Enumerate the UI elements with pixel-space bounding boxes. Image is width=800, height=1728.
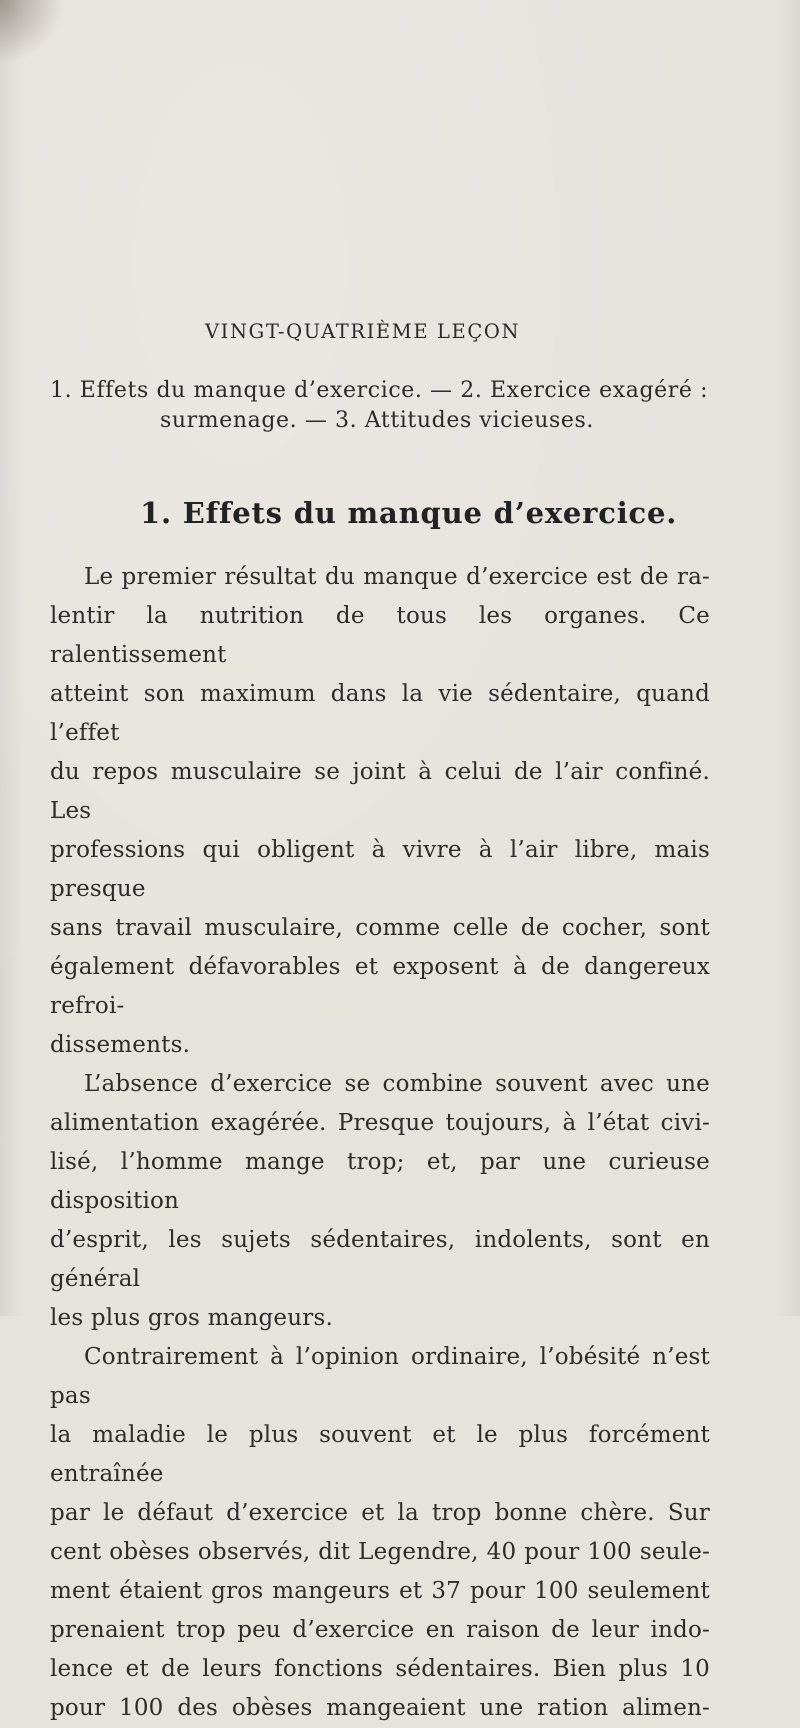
body-line: lisé, l’homme mange trop; et, par une curieuse disposition: [50, 1149, 710, 1214]
body-line: d’esprit, les sujets sédentaires, indolents, sont en général: [50, 1227, 710, 1292]
body-line: professions qui obligent à vivre à l’air libre, mais presque: [50, 837, 710, 902]
body-line: sans travail musculaire, comme celle de cocher, sont: [50, 915, 710, 941]
body-text: [50, 558, 710, 1728]
body-line: prenaient trop peu d’exercice en raison de leur indo-: [50, 1617, 710, 1643]
body-line: alimentation exagérée. Presque toujours, à l’état civi-: [50, 1110, 710, 1136]
body-line: du repos musculaire se joint à celui de l’air confiné. Les: [50, 759, 710, 824]
chapter-title: VINGT-QUATRIÈME LEÇON: [205, 320, 521, 343]
body-line: dissements.: [50, 1032, 191, 1058]
body-line: les plus gros mangeurs.: [50, 1305, 333, 1331]
body-line: lentir la nutrition de tous les organes. Ce ralentissement: [50, 603, 710, 668]
lesson-summary: [50, 376, 770, 436]
body-line: lence et de leurs fonctions sédentaires. Bien plus 10: [50, 1656, 710, 1682]
page-corner-shadow: [0, 0, 70, 70]
section-heading: 1. Effets du manque d’exercice.: [140, 496, 678, 530]
body-line: Le premier résultat du manque d’exercice est de ra-: [84, 564, 710, 590]
body-line: Contrairement à l’opinion ordinaire, l’obésité n’est pas: [50, 1344, 710, 1409]
body-line: pour 100 des obèses mangeaient une ration alimen-: [50, 1695, 710, 1721]
body-line: par le défaut d’exercice et la trop bonne chère. Sur: [50, 1500, 710, 1526]
body-line: la maladie le plus souvent et le plus forcément entraînée: [50, 1422, 710, 1487]
body-line: ment étaient gros mangeurs et 37 pour 100 seulement: [50, 1578, 710, 1604]
body-line: cent obèses observés, dit Legendre, 40 pour 100 seule-: [50, 1539, 710, 1565]
body-line: atteint son maximum dans la vie sédentaire, quand l’effet: [50, 681, 710, 746]
body-line: également défavorables et exposent à de dangereux refroi-: [50, 954, 710, 1019]
summary-line-2: surmenage. — 3. Attitudes vicieuses.: [160, 408, 595, 433]
body-line: L’absence d’exercice se combine souvent avec une: [84, 1071, 710, 1097]
summary-line-1: 1. Effets du manque d’exercice. — 2. Exercice exagéré :: [50, 378, 709, 403]
